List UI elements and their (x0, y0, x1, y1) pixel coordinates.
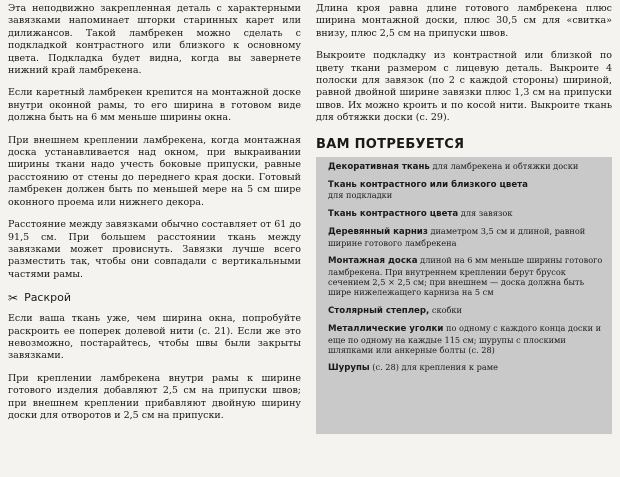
material-item (328, 179, 604, 201)
material-name: Столярный степлер, (328, 305, 430, 316)
material-item (328, 362, 604, 373)
material-item (328, 323, 604, 355)
material-item (328, 305, 604, 316)
paragraph-cut-length: Длина кроя равна длине готового ламбрекена плюс ширина монтажной доски, плюс 30,5 см для «свитка» внизу, плюс 2,5 см на припуски швов. (316, 3, 612, 39)
paragraph-seam-allowance: При креплении ламбрекена внутри рамы к ширине готового изделия добавляют 2,5 см на припуски швов; при внешнем креплении прибавляют двойную ширину доски для отворотов и 2,5 см на припуски. (8, 372, 301, 421)
material-name: Декоративная ткань (328, 161, 430, 172)
material-item (328, 255, 604, 298)
paragraph-inside-mount: Если каретный ламбрекен крепится на монтажной доске внутри оконной рамы, то его ширина в готовом виде должна быть на 6 мм меньше ширины окна. (8, 87, 301, 124)
paragraph-lining: Выкроите подкладку из контрастной или близкой по цвету ткани размером с лицевую деталь. Выкроите 4 полоски для завязок (по 2 с каждой стороны) шириной, равной двойной ширине завязки плюс 1,3 см на припуски швов. Их можно кроить и по косой нити. Выкроите ткань для обтяжки доски (с. 29). (316, 50, 612, 124)
material-name: Монтажная доска (328, 256, 418, 267)
material-desc: диаметром 3,5 см и длиной, равной ширине готового ламбрекена (328, 226, 586, 248)
scissors-icon: ✂ (8, 291, 19, 306)
material-name: Шурупы (328, 363, 370, 374)
material-item (328, 226, 604, 248)
paragraph-outside-mount: При внешнем креплении ламбрекена, когда монтажная доска устанавливается над окном, при выкраивании ширины ткани надо учесть боковые припуски, равные расстоянию от стены до переднего края доски. Готовый ламбрекен должен быть по меньшей мере на 5 см шире оконного проема или нижнего декора. (8, 134, 301, 208)
paragraph-narrow-fabric: Если ваша ткань уже, чем ширина окна, попробуйте раскроить ее поперек долевой нити (с. 21). Если же это невозможно, постарайтесь, чтобы швы были закрыты завязками. (8, 313, 301, 362)
material-desc: для подкладки (328, 190, 393, 201)
material-desc: по одному с каждого конца доски и еще по одному на каждые 115 см; шурупы с плоскими шляпками или анкерные болты (с. 28) (328, 323, 602, 355)
cutting-heading (8, 291, 301, 305)
paragraph-intro: Эта неподвижно закрепленная деталь с характерными завязками напоминает шторки старинных карет или дилижансов. Такой ламбрекен можно сделать с подкладкой контрастного или близкого к основному цвета. Подкладка будет видна, когда вы завернете нижний край ламбрекена. (8, 3, 301, 77)
right-column (316, 3, 612, 434)
material-desc: для ламбрекена и обтяжки доски (432, 160, 579, 171)
material-desc: скобки (431, 304, 463, 315)
left-column (8, 3, 301, 422)
material-desc: (с. 28) для крепления к раме (372, 362, 498, 373)
paragraph-ties-spacing: Расстояние между завязками обычно составляет от 61 до 91,5 см. При большем расстоянии ткань между завязками может провиснуть. Завязки лучше всего разместить так, чтобы они совпадали с вертикальными частями рамы. (8, 219, 301, 280)
material-name: Ткань контрастного или близкого цвета (328, 180, 528, 191)
material-desc: длиной на 6 мм меньше ширины готового ламбрекена. При внутреннем креплении берут брусок сечением 2,5 × 2,5 см; при внешнем — доска должна быть шире нижележащего карниза на 5 см (328, 255, 603, 298)
cutting-heading-text: Раскрой (24, 291, 71, 305)
materials-box (316, 157, 612, 434)
material-item (328, 161, 604, 172)
materials-heading: ВАМ ПОТРЕБУЕТСЯ (316, 136, 465, 152)
material-item (328, 208, 604, 219)
material-desc: для завязок (460, 207, 513, 218)
material-name: Деревянный карниз (328, 227, 428, 238)
material-name: Металлические уголки (328, 324, 444, 335)
material-name: Ткань контрастного цвета (328, 208, 459, 219)
